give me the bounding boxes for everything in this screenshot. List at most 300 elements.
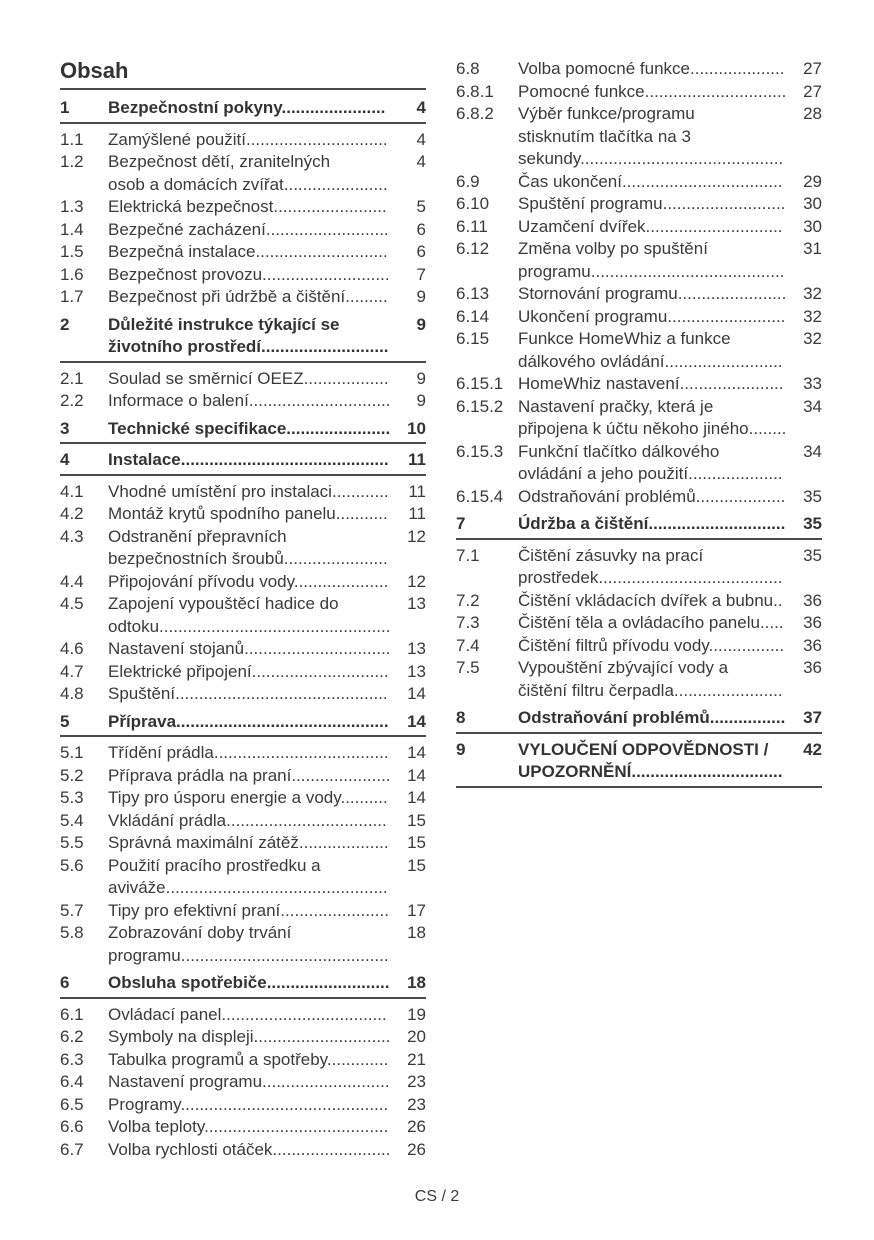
entry-page-number: 27	[803, 81, 822, 101]
entry-title	[518, 707, 792, 730]
entry-title	[108, 972, 396, 995]
entry-number: 6.15.3	[456, 441, 504, 461]
entry-title	[108, 571, 396, 594]
entry-title-line: Použití pracího prostředku a	[108, 855, 321, 875]
entry-number: 6.11	[456, 216, 488, 236]
toc-column-right	[456, 58, 822, 793]
entry-title-line: Připojování přívodu vody	[108, 571, 294, 591]
entry-page-number: 32	[803, 329, 822, 348]
page-footer: CS / 2	[414, 1188, 460, 1205]
toc-entries-left	[60, 97, 426, 1161]
dot-leader: ................................	[631, 762, 783, 781]
entry-page-number: 11	[408, 481, 426, 501]
entry-title	[108, 787, 396, 810]
entry-title	[108, 241, 396, 264]
entry-title-line: Čas ukončení	[518, 171, 622, 191]
entry-title	[108, 1004, 396, 1027]
entry-number: 6.7	[60, 1139, 84, 1159]
entry-title-line: Spuštění programu	[518, 194, 663, 213]
entry-title-line: UPOZORNĚNÍ	[518, 762, 632, 781]
entry-page-number: 15	[407, 855, 426, 875]
dot-leader: ......................	[286, 418, 391, 438]
entry-page-number: 13	[407, 661, 426, 681]
entry-title	[108, 129, 396, 152]
dot-leader: ..........................	[266, 973, 390, 992]
entry-title	[108, 832, 396, 855]
entry-title	[518, 193, 792, 216]
entry-title	[108, 390, 396, 413]
entry-title	[108, 1094, 396, 1117]
entry-page-number: 5	[416, 197, 426, 216]
entry-title	[108, 1116, 396, 1139]
entry-number: 4.3	[60, 526, 84, 546]
entry-title-line: Soulad se směrnicí OEEZ	[108, 368, 304, 388]
section-heading-rule	[456, 732, 822, 734]
entry-page-number: 35	[803, 545, 822, 565]
entry-page-number: 9	[416, 314, 426, 334]
entry-title	[108, 593, 396, 638]
entry-title	[518, 739, 792, 784]
entry-title-line: Bezpečné zacházení	[108, 219, 266, 239]
toc-entry	[456, 306, 822, 329]
entry-number: 6.1	[60, 1004, 84, 1024]
toc-entry	[456, 216, 822, 239]
entry-page-number: 6	[416, 219, 426, 239]
entry-title-line: Tipy pro úsporu energie a vody	[108, 788, 341, 807]
toc-entry	[60, 1139, 426, 1162]
entry-page-number: 14	[407, 788, 426, 807]
entry-number: 5.4	[60, 810, 84, 830]
entry-page-number: 15	[407, 810, 426, 830]
dot-leader: .......................................	[204, 1117, 389, 1136]
entry-title-line: Bezpečnost dětí, zranitelných	[108, 152, 331, 171]
entry-title	[108, 638, 396, 661]
toc-section-heading	[60, 314, 426, 359]
entry-title-line: Bezpečnost provozu	[108, 264, 263, 284]
entry-title-line: Technické specifikace	[108, 418, 287, 438]
entry-number: 4.8	[60, 684, 84, 703]
toc-entry	[456, 58, 822, 81]
entry-title	[108, 661, 396, 684]
entry-number: 7.1	[456, 545, 480, 565]
toc-entry	[456, 657, 822, 702]
entry-title	[108, 526, 396, 571]
entry-title-line: Odstraňování problémů	[518, 708, 710, 727]
entry-title-line: Funkční tlačítko dálkového	[518, 441, 720, 461]
entry-title-line: Správná maximální zátěž	[108, 833, 299, 852]
entry-number: 4.7	[60, 661, 84, 681]
entry-title	[518, 171, 792, 194]
entry-title-line: Odstranění přepravních	[108, 526, 287, 546]
entry-page-number: 23	[407, 1094, 426, 1114]
entry-number: 6.15.4	[456, 486, 504, 506]
dot-leader: ............................................	[180, 945, 389, 965]
entry-title	[108, 1049, 396, 1072]
entry-title	[108, 683, 396, 706]
toc-entry	[60, 742, 426, 765]
page-title: Obsah	[60, 58, 129, 83]
entry-title-line: Elektrická bezpečnost	[108, 197, 274, 216]
entry-page-number: 9	[416, 391, 426, 410]
dot-leader: ..................................	[226, 810, 387, 830]
entry-title	[108, 264, 396, 287]
entry-page-number: 36	[803, 658, 822, 677]
dot-leader: ...........................................	[580, 149, 784, 168]
entry-title-line: Ukončení programu	[518, 306, 668, 326]
entry-title	[108, 314, 396, 359]
entry-title	[108, 481, 396, 504]
entry-title	[518, 612, 792, 635]
entry-title-line: Funkce HomeWhiz a funkce	[518, 329, 731, 348]
entry-number: 1.7	[60, 287, 84, 306]
section-heading-rule	[60, 122, 426, 124]
entry-number: 4.5	[60, 594, 84, 613]
entry-title-line: Údržba a čištění	[518, 514, 649, 533]
entry-number: 9	[456, 739, 466, 759]
entry-number: 7.4	[456, 635, 480, 655]
toc-entry	[60, 900, 426, 923]
toc-entry	[456, 486, 822, 509]
entry-title	[108, 922, 396, 967]
entry-page-number: 14	[407, 711, 426, 731]
entry-title-line: Bezpečnostní pokyny	[108, 98, 282, 117]
entry-title	[518, 545, 792, 590]
entry-title-line: Informace o balení	[108, 391, 249, 410]
toc-entry	[60, 368, 426, 391]
dot-leader: .............................................	[175, 684, 388, 703]
dot-leader: .......................	[677, 284, 787, 303]
toc-column-left	[60, 58, 426, 1161]
toc-entry	[456, 283, 822, 306]
entry-title	[108, 418, 396, 441]
toc-section-heading	[456, 513, 822, 536]
entry-title-line: Bezpečná instalace	[108, 242, 256, 261]
entry-title	[108, 711, 396, 734]
entry-title-line: Čištění filtrů přívodu vody	[518, 635, 709, 655]
toc-section-heading	[60, 711, 426, 734]
entry-page-number: 28	[803, 104, 822, 123]
entry-page-number: 11	[408, 450, 426, 469]
entry-page-number: 36	[803, 590, 822, 610]
dot-leader: .............................	[253, 1027, 391, 1046]
entry-title-line: prostředek	[518, 568, 599, 587]
entry-title-line: Obsluha spotřebiče	[108, 973, 267, 992]
dot-leader: ............................	[255, 242, 388, 261]
dot-leader: .......................................	[598, 568, 783, 587]
toc-entry	[60, 129, 426, 152]
dot-leader: ......................	[283, 549, 388, 568]
toc-entry	[456, 171, 822, 194]
entry-number: 1.2	[60, 152, 84, 171]
entry-page-number: 4	[416, 98, 426, 117]
toc-entry	[456, 238, 822, 283]
dot-leader: ...........................	[262, 1072, 390, 1091]
entry-page-number: 27	[803, 59, 822, 78]
dot-leader: ......................	[283, 174, 388, 194]
dot-leader: .............................	[648, 514, 786, 533]
toc-entry	[456, 635, 822, 658]
toc-entry	[60, 526, 426, 571]
entry-title-line: Volba teploty	[108, 1117, 205, 1136]
dot-leader: ...........................	[262, 264, 390, 284]
entry-title-line: osob a domácích zvířat	[108, 174, 284, 194]
entry-title	[108, 742, 396, 765]
entry-title-line: Montáž krytů spodního panelu	[108, 504, 336, 523]
toc-section-heading	[456, 739, 822, 784]
entry-title	[518, 306, 792, 329]
toc-entry	[60, 1094, 426, 1117]
entry-title	[518, 328, 792, 373]
entry-title	[108, 765, 396, 788]
entry-title	[518, 283, 792, 306]
dot-leader: .............	[326, 1049, 389, 1069]
toc-entry	[60, 832, 426, 855]
entry-number: 6.14	[456, 306, 490, 326]
entry-title-line: Vkládání prádla	[108, 810, 227, 830]
entry-title-line: Bezpečnost při údržbě a čištění	[108, 287, 346, 306]
entry-title-line: Zapojení vypouštěcí hadice do	[108, 594, 339, 613]
entry-page-number: 30	[803, 194, 822, 213]
entry-title-line: Zobrazování doby trvání	[108, 923, 292, 942]
entry-number: 6.2	[60, 1027, 84, 1046]
dot-leader: ......................	[281, 98, 386, 117]
entry-page-number: 13	[407, 639, 426, 658]
toc-entry	[456, 193, 822, 216]
entry-page-number: 23	[407, 1072, 426, 1091]
entry-number: 5	[60, 711, 70, 731]
entry-number: 5.2	[60, 765, 84, 785]
entry-page-number: 37	[803, 708, 822, 727]
entry-number: 6.12	[456, 239, 490, 258]
dot-leader: ............................................	[180, 1094, 389, 1114]
toc-entry	[60, 151, 426, 196]
entry-title-line: Výběr funkce/programu	[518, 104, 695, 123]
entry-number: 5.3	[60, 788, 84, 807]
entry-number: 1.5	[60, 242, 84, 261]
entry-page-number: 15	[407, 833, 426, 852]
toc-entry	[60, 787, 426, 810]
entry-number: 6.8	[456, 59, 480, 78]
dot-leader: .........................	[272, 1139, 391, 1159]
entry-page-number: 9	[416, 368, 426, 388]
toc-entry	[60, 286, 426, 309]
entry-title	[518, 216, 792, 239]
toc-entry	[456, 396, 822, 441]
entry-page-number: 36	[803, 635, 822, 655]
entry-page-number: 26	[407, 1139, 426, 1159]
entry-number: 6.8.1	[456, 81, 494, 101]
entry-title-line: životního prostředí	[108, 337, 261, 356]
entry-number: 8	[456, 708, 466, 727]
entry-title-line: Ovládací panel	[108, 1004, 222, 1024]
dot-leader: .........................	[664, 351, 783, 371]
entry-number: 6.8.2	[456, 104, 494, 123]
entry-number: 6.10	[456, 194, 490, 213]
entry-title	[108, 1071, 396, 1094]
entry-title-line: programu	[518, 261, 591, 281]
entry-title-line: VYLOUČENÍ ODPOVĚDNOSTI /	[518, 739, 769, 759]
dot-leader: .............................	[251, 661, 389, 681]
toc-entry	[60, 1026, 426, 1049]
entry-title	[108, 97, 396, 120]
entry-number: 7.3	[456, 613, 480, 632]
entry-title-line: Symboly na displeji	[108, 1027, 254, 1046]
toc-section-heading	[60, 449, 426, 472]
entry-page-number: 7	[416, 264, 426, 284]
dot-leader: ........................	[273, 197, 387, 216]
entry-page-number: 31	[803, 239, 822, 258]
entry-title-line: stisknutím tlačítka na 3	[518, 126, 691, 146]
entry-number: 6.13	[456, 284, 490, 303]
dot-leader: ......................	[679, 374, 784, 393]
entry-number: 1	[60, 98, 70, 117]
entry-title	[108, 368, 396, 391]
dot-leader: ............................................	[180, 450, 389, 469]
dot-leader: ..........	[340, 788, 388, 807]
toc-entry	[60, 638, 426, 661]
entry-title-line: Instalace	[108, 450, 181, 469]
entry-page-number: 36	[803, 613, 822, 632]
entry-page-number: 14	[407, 684, 426, 703]
entry-title	[108, 855, 396, 900]
toc-entry	[60, 661, 426, 684]
section-heading-rule	[60, 997, 426, 999]
entry-page-number: 14	[407, 743, 426, 762]
toc-entry	[456, 441, 822, 486]
title-rule	[60, 88, 426, 90]
entry-title	[518, 486, 792, 509]
entry-number: 2	[60, 314, 70, 334]
entry-number: 1.6	[60, 264, 84, 284]
entry-number: 2.1	[60, 368, 84, 388]
entry-title-line: Důležité instrukce týkající se	[108, 314, 340, 334]
dot-leader: ...................	[298, 833, 389, 852]
entry-number: 1.1	[60, 129, 84, 149]
entry-number: 4.2	[60, 504, 84, 523]
entry-title-line: Příprava prádla na praní	[108, 765, 292, 785]
entry-page-number: 42	[803, 739, 822, 759]
entry-title	[108, 1139, 396, 1162]
entry-title	[108, 449, 396, 472]
entry-title-line: Volba rychlosti otáček	[108, 1139, 273, 1159]
entry-title-line: ovládání a jeho použití	[518, 464, 689, 483]
entry-title-line: čištění filtru čerpadla	[518, 680, 674, 700]
dot-leader: .........	[345, 287, 388, 306]
entry-page-number: 19	[407, 1004, 426, 1024]
entry-page-number: 12	[407, 571, 426, 591]
toc-entry	[60, 855, 426, 900]
entry-number: 3	[60, 418, 70, 438]
toc-section-heading	[60, 972, 426, 995]
entry-page-number: 34	[803, 396, 822, 416]
entry-page-number: 20	[407, 1027, 426, 1046]
entry-title-line: Třídění prádla	[108, 743, 214, 762]
entry-page-number: 17	[407, 900, 426, 920]
toc-entry	[60, 503, 426, 526]
entry-title	[518, 513, 792, 536]
entry-page-number: 12	[407, 526, 426, 546]
toc-entry	[456, 545, 822, 590]
dot-leader: ..................................	[621, 171, 783, 191]
entry-page-number: 11	[408, 504, 426, 523]
dot-leader: .........................	[667, 306, 786, 326]
toc-entry	[60, 1116, 426, 1139]
toc-entry	[60, 1071, 426, 1094]
dot-leader: ....................	[293, 571, 389, 591]
entry-number: 6.3	[60, 1049, 84, 1069]
dot-leader: ............	[331, 481, 389, 501]
entry-page-number: 4	[416, 152, 426, 171]
section-heading-rule	[60, 474, 426, 476]
toc-entry	[60, 390, 426, 413]
entry-title	[108, 503, 396, 526]
entry-title	[108, 286, 396, 309]
section-heading-rule	[456, 786, 822, 788]
dot-leader: ...........	[335, 504, 388, 523]
entry-page-number: 14	[407, 765, 426, 785]
toc-section-heading	[456, 707, 822, 730]
entry-title-line: Čištění těla a ovládacího panelu	[518, 613, 760, 632]
entry-title-line: Uzamčení dvířek	[518, 216, 646, 236]
entry-page-number: 10	[407, 418, 426, 438]
toc-entry	[456, 612, 822, 635]
dot-leader: ................	[708, 635, 785, 655]
dot-leader: ....................	[688, 464, 783, 483]
toc-entry	[60, 241, 426, 264]
section-heading-rule	[60, 442, 426, 444]
dot-leader: ..........................	[662, 194, 786, 213]
dot-leader: ..................	[303, 368, 389, 388]
entry-page-number: 18	[407, 973, 426, 992]
section-heading-rule	[456, 538, 822, 540]
entry-title	[108, 1026, 396, 1049]
toc-entry	[60, 571, 426, 594]
entry-page-number: 21	[407, 1049, 426, 1069]
entry-title	[518, 81, 792, 104]
entry-title-line: Pomocné funkce	[518, 81, 645, 101]
toc-entry	[60, 196, 426, 219]
toc-entry	[60, 765, 426, 788]
entry-title-line: dálkového ovládání	[518, 351, 665, 371]
dot-leader: ................	[709, 708, 786, 727]
toc-section-heading	[60, 97, 426, 120]
entry-title-line: Čištění zásuvky na prací	[518, 545, 704, 565]
toc-entry	[456, 373, 822, 396]
entry-title-line: Vypouštění zbývající vody a	[518, 658, 729, 677]
entry-number: 4	[60, 450, 70, 469]
entry-page-number: 35	[803, 514, 822, 533]
dot-leader: ...................	[695, 486, 786, 506]
dot-leader: ...............................................	[165, 878, 388, 897]
entry-title-line: odtoku	[108, 616, 160, 636]
entry-title	[518, 373, 792, 396]
entry-title	[518, 238, 792, 283]
entry-page-number: 26	[407, 1117, 426, 1136]
dot-leader: ...........................	[261, 337, 389, 356]
entry-number: 5.5	[60, 833, 84, 852]
dot-leader: ..........................	[265, 219, 389, 239]
dot-leader: ....................	[690, 59, 785, 78]
entry-title-line: sekundy	[518, 149, 581, 168]
entry-title	[518, 657, 792, 702]
entry-title	[518, 635, 792, 658]
toc-entry	[60, 1049, 426, 1072]
toc-entry	[60, 683, 426, 706]
entry-title-line: Zamýšlené použití	[108, 129, 246, 149]
entry-page-number: 33	[803, 374, 822, 393]
entry-title-line: Vhodné umístění pro instalaci	[108, 481, 332, 501]
entry-title-line: Nastavení stojanů	[108, 639, 245, 658]
